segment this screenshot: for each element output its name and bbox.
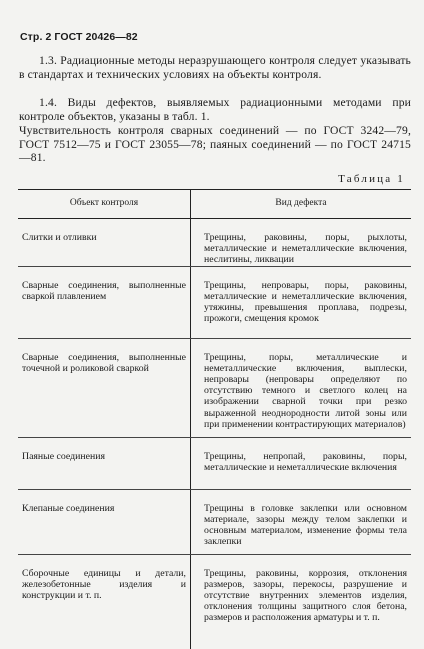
paragraph-1-3: 1.3. Радиационные методы неразрушающего контроля следует указывать в стандартах и технических условиях на объекты контроля.	[19, 54, 411, 81]
table-caption: Таблица 1	[338, 173, 405, 185]
object-cell: Паяные соединения	[22, 450, 105, 462]
object-cell: Сварные соединения, выполненные сваркой плавлением	[22, 279, 186, 302]
table-row	[18, 219, 411, 267]
table-row	[18, 489, 411, 554]
column-header-defect: Вид дефекта	[191, 190, 412, 219]
table-row	[18, 554, 411, 649]
defect-cell: Трещины, поры, металлические и неметаллические включения, выплески, непровары (непровары определяют по отсутствию темного и светлого колец на изображении сварной точки при резко выраженной неоднородности литой зоны или при применении контрастирующих материалов)	[204, 351, 407, 430]
object-cell: Сборочные единицы и детали, железобетонные изделия и конструкции и т. п.	[22, 567, 186, 602]
table-row	[18, 266, 411, 338]
defects-table	[18, 189, 411, 649]
object-cell: Клепаные соединения	[22, 502, 115, 514]
defect-cell: Трещины, раковины, поры, рыхлоты, металлические и неметаллические включения, неслитины, ликвации	[204, 232, 407, 266]
table-row	[18, 338, 411, 437]
object-cell: Сварные соединения, выполненные точечной и роликовой сваркой	[22, 351, 186, 374]
defect-cell: Трещины, непропай, раковины, поры, металлические и неметаллические включения	[204, 450, 407, 473]
page-header: Стр. 2 ГОСТ 20426—82	[20, 31, 138, 43]
defect-cell: Трещины в головке заклепки или основном материале, зазоры между телом заклепки и основным материалом, изменение формы тела заклепки	[204, 502, 407, 548]
table-row	[18, 437, 411, 489]
paragraph-1-4: 1.4. Виды дефектов, выявляемых радиационными методами при контроле объектов, указаны в табл. 1.	[19, 96, 411, 123]
object-cell: Слитки и отливки	[22, 232, 97, 243]
defect-cell: Трещины, непровары, поры, раковины, металлические и неметаллические включения, утяжины, превышения проплава, подрезы, прожоги, смещения кромок	[204, 279, 407, 325]
defect-cell: Трещины, раковины, коррозия, отклонения размеров, зазоры, перекосы, разрушение и отсутствие внутренних элементов изделия, отклонения толщины защитного слоя бетона, размеров и расположения арматуры и т. п.	[204, 567, 407, 624]
paragraph-sensitivity: Чувствительность контроля сварных соединений — по ГОСТ 3242—79, ГОСТ 7512—75 и ГОСТ 23055—78; паяных соединений — по ГОСТ 24715—81.	[19, 124, 411, 165]
column-header-object: Объект контроля	[18, 190, 191, 219]
